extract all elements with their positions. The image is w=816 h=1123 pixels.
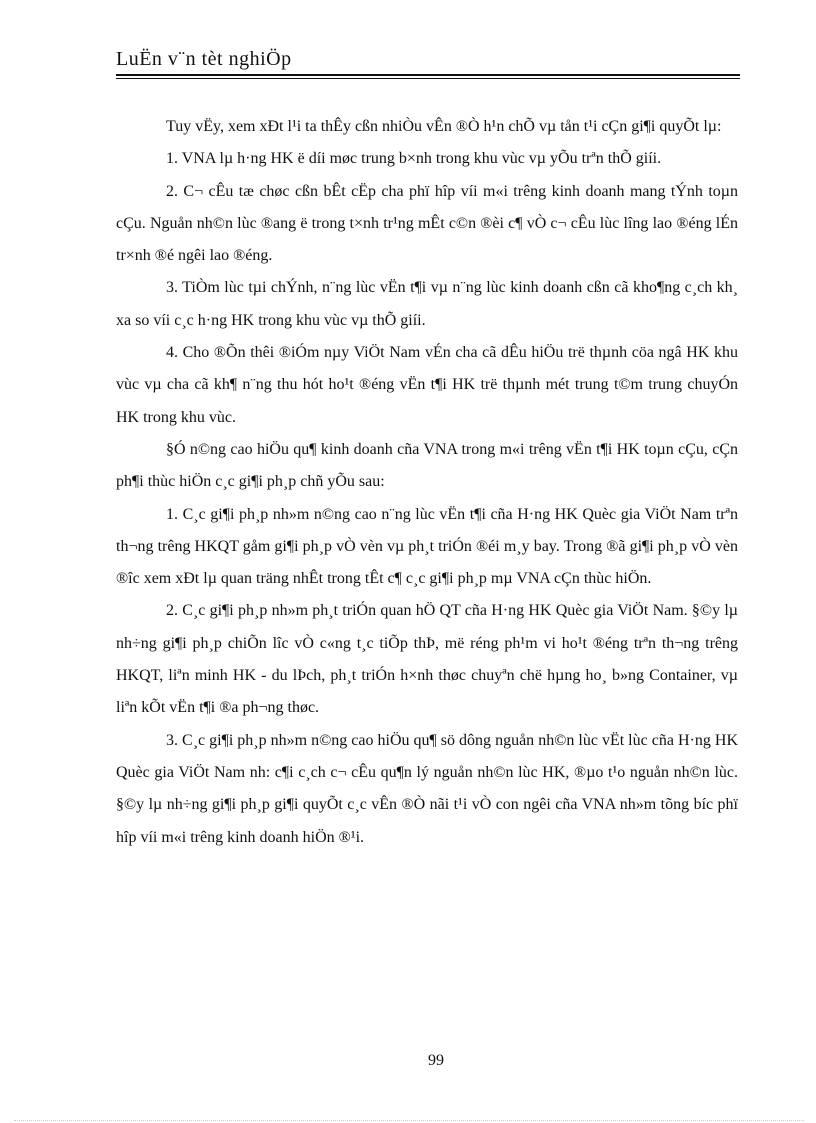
- paragraph: 1. C¸c gi¶i ph¸p nh»m n©ng cao n¨ng lùc vËn t¶i cña H·ng HK Quèc gia ViÖt Nam trªn th¬ng trêng HKQT gåm gi¶i ph¸p vÒ vèn vµ ph¸t triÓn ®éi m¸y bay. Trong ®ã gi¶i ph¸p vÒ vèn ®îc xem xÐt lµ quan träng nhÊt trong tÊt c¶ c¸c gi¶i ph¸p mµ VNA cÇn thùc hiÖn.: [116, 505, 738, 588]
- paragraph: 3. TiÒm lùc tµi chÝnh, n¨ng lùc vËn t¶i vµ n¨ng lùc kinh doanh cßn cã kho¶ng c¸ch kh¸ xa so víi c¸c h·ng HK trong khu vùc vµ thÕ giíi.: [116, 279, 738, 329]
- paragraph: 2. C¬ cÊu tæ chøc cßn bÊt cËp cha phï hîp víi m«i trêng kinh doanh mang tÝnh toµn cÇu. Nguån nh©n lùc ®ang ë trong t×nh tr¹ng mÊt c©n ®èi c¶ vÒ c¬ cÊu lùc lîng lao ®éng lÉn tr×nh ®é ngêi lao ®éng.: [116, 182, 738, 265]
- page-bottom-divider: [14, 1120, 804, 1121]
- paragraph: Tuy vËy, xem xÐt l¹i ta thÊy cßn nhiÒu vÊn ®Ò h¹n chÕ vµ tån t¹i cÇn gi¶i quyÕt lµ:: [166, 118, 722, 135]
- header-rule-thick: [116, 74, 740, 76]
- paragraph: 2. C¸c gi¶i ph¸p nh»m ph¸t triÓn quan hÖ QT cña H·ng HK Quèc gia ViÖt Nam. §©y lµ nh÷ng gi¶i ph¸p chiÕn lîc vÒ c«ng t¸c tiÕp thÞ, më réng ph¹m vi ho¹t ®éng trªn th¬ng trêng HKQT, liªn minh HK - du lÞch, ph¸t triÓn h×nh thøc chuyªn chë hµng ho¸ b»ng Container, vµ liªn kÕt vËn t¶i ®a ph¬ng thøc.: [116, 602, 738, 717]
- running-header: LuËn v¨n tèt nghiÖp: [116, 48, 292, 70]
- paragraph: 1. VNA lµ h·ng HK ë díi møc trung b×nh trong khu vùc vµ yÕu trªn thÕ giíi.: [166, 150, 662, 168]
- page-number: 99: [428, 1052, 444, 1069]
- document-body: [116, 111, 738, 854]
- paragraph: 3. C¸c gi¶i ph¸p nh»m n©ng cao hiÖu qu¶ sö dông nguån nh©n lùc vËt lùc cña H·ng HK Quèc gia ViÖt Nam nh: c¶i c¸ch c¬ cÊu qu¶n lý nguån nh©n lùc HK, ®µo t¹o nguån nh©n lùc. §©y lµ nh÷ng gi¶i ph¸p gi¶i quyÕt c¸c vÊn ®Ò nãi t¹i vÒ con ngêi cña VNA nh»m tõng bíc phï hîp víi m«i trêng kinh doanh hiÖn ®¹i.: [116, 731, 738, 846]
- paragraph: §Ó n©ng cao hiÖu qu¶ kinh doanh cña VNA trong m«i trêng vËn t¶i HK toµn cÇu, cÇn ph¶i thùc hiÖn c¸c gi¶i ph¸p chñ yÕu sau:: [116, 440, 738, 491]
- paragraph: 4. Cho ®Õn thêi ®iÓm nµy ViÖt Nam vÉn cha cã dÊu hiÖu trë thµnh cöa ngâ HK khu vùc vµ cha cã kh¶ n¨ng thu hót ho¹t ®éng vËn t¶i HK trë thµnh mét trung t©m trung chuyÓn HK trong khu vùc.: [116, 344, 738, 426]
- header-rule-thin: [116, 78, 740, 79]
